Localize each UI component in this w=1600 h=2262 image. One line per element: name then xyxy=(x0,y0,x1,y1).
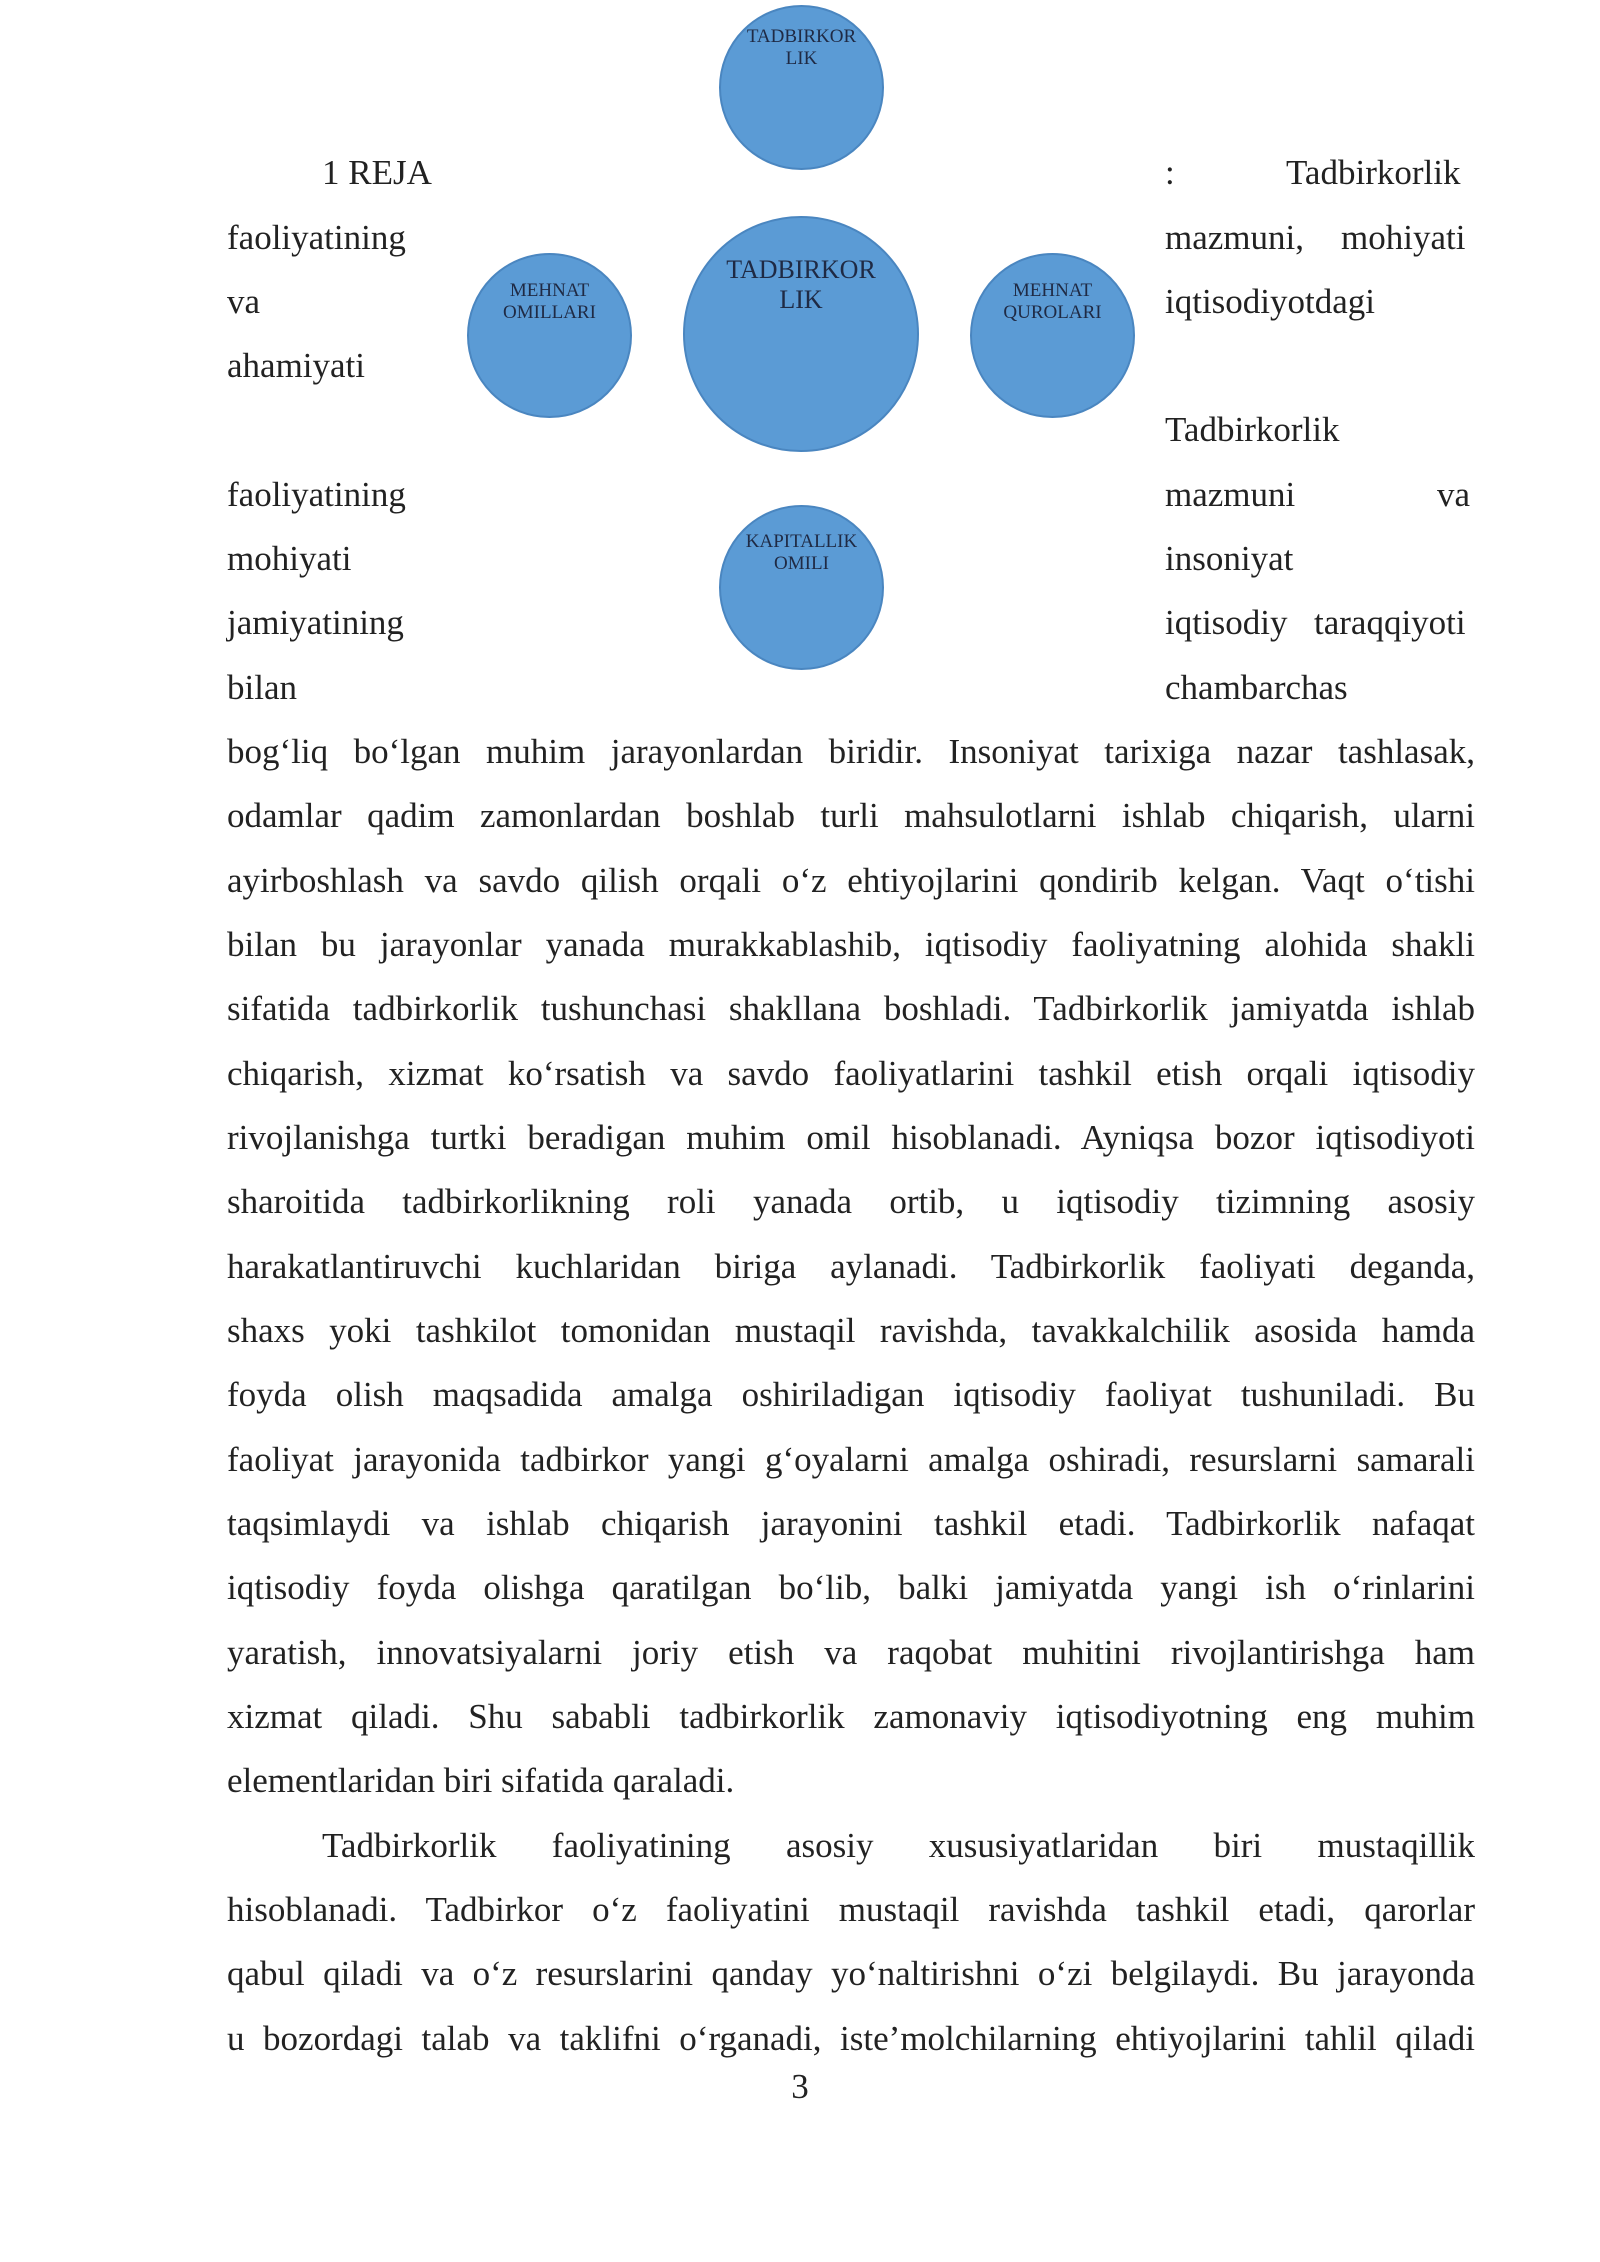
body-line: faoliyat jarayonida tadbirkor yangi g‘oyalarni amalga oshiradi, resurslarni samarali xyxy=(227,1440,1475,1479)
right-line: Tadbirkorlik xyxy=(1286,153,1461,192)
body-line: sifatida tadbirkorlik tushunchasi shakllana boshladi. Tadbirkorlik jamiyatda ishlab xyxy=(227,989,1475,1028)
body-line: bilan bu jarayonlar yanada murakkablashib, iqtisodiy faoliyatning alohida shakli xyxy=(227,925,1475,964)
circle-right xyxy=(970,253,1135,418)
circle-left-label: MEHNAT OMILLARI xyxy=(503,280,596,323)
body-line: shaxs yoki tashkilot tomonidan mustaqil ravishda, tavakkalchilik asosida hamda xyxy=(227,1311,1475,1350)
right-line: mohiyati xyxy=(1341,218,1466,257)
right-line: Tadbirkorlik xyxy=(1165,410,1340,449)
circle-bottom xyxy=(719,505,884,670)
circle-center-label: TADBIRKOR LIK xyxy=(726,255,876,314)
body-line: iqtisodiy foyda olishga qaratilgan bo‘lib, balki jamiyatda yangi ish o‘rinlarini xyxy=(227,1568,1475,1607)
circle-bottom-label: KAPITALLIK OMILI xyxy=(745,531,858,574)
body-line: xizmat qiladi. Shu sababli tadbirkorlik zamonaviy iqtisodiyotning eng muhim xyxy=(227,1697,1475,1736)
page-number: 3 xyxy=(791,2067,809,2106)
body-line: Tadbirkorlik faoliyatining asosiy xususiyatlaridan biri mustaqillik xyxy=(322,1826,1475,1865)
body-line: u bozordagi talab va taklifni o‘rganadi, iste’molchilarning ehtiyojlarini tahlil qiladi xyxy=(227,2019,1475,2058)
body-line: yaratish, innovatsiyalarni joriy etish va raqobat muhitini rivojlantirishga ham xyxy=(227,1633,1475,1672)
body-line: rivojlanishga turtki beradigan muhim omil hisoblanadi. Ayniqsa bozor iqtisodiyoti xyxy=(227,1118,1475,1157)
body-line: elementlaridan biri sifatida qaraladi. xyxy=(227,1761,735,1800)
body-line: foyda olish maqsadida amalga oshiriladigan iqtisodiy faoliyat tushuniladi. Bu xyxy=(227,1375,1475,1414)
left-line: mohiyati xyxy=(227,539,352,578)
body-line: odamlar qadim zamonlardan boshlab turli mahsulotlarni ishlab chiqarish, ularni xyxy=(227,796,1475,835)
body-line: sharoitida tadbirkorlikning roli yanada ortib, u iqtisodiy tizimning asosiy xyxy=(227,1182,1475,1221)
left-line: faoliyatining xyxy=(227,218,406,257)
body-line: hisoblanadi. Tadbirkor o‘z faoliyatini mustaqil ravishda tashkil etadi, qarorlar xyxy=(227,1890,1475,1929)
circle-top-label: TADBIRKOR LIK xyxy=(746,26,857,69)
left-line: ahamiyati xyxy=(227,346,366,385)
left-line: faoliyatining xyxy=(227,475,406,514)
right-line: iqtisodiyotdagi xyxy=(1165,282,1375,321)
body-line: qabul qiladi va o‘z resurslarini qanday yo‘naltirishni o‘zi belgilaydi. Bu jarayonda xyxy=(227,1954,1475,1993)
right-colon: : xyxy=(1165,153,1175,192)
left-line: va xyxy=(227,282,261,321)
right-line: iqtisodiy xyxy=(1165,603,1288,642)
body-line: bog‘liq bo‘lgan muhim jarayonlardan biridir. Insoniyat tarixiga nazar tashlasak, xyxy=(227,732,1475,771)
right-line: mazmuni xyxy=(1165,475,1296,514)
circle-right-label: MEHNAT QUROLARI xyxy=(1003,280,1102,323)
body-line: taqsimlaydi va ishlab chiqarish jarayonini tashkil etadi. Tadbirkorlik nafaqat xyxy=(227,1504,1475,1543)
left-line: jamiyatining xyxy=(227,603,404,642)
body-line: ayirboshlash va savdo qilish orqali o‘z ehtiyojlarini qondirib kelgan. Vaqt o‘tishi xyxy=(227,861,1475,900)
body-line: harakatlantiruvchi kuchlaridan biriga aylanadi. Tadbirkorlik faoliyati deganda, xyxy=(227,1247,1475,1286)
circle-center xyxy=(683,216,919,452)
right-line: insoniyat xyxy=(1165,539,1294,578)
right-line: taraqqiyoti xyxy=(1314,603,1466,642)
heading-reja: 1 REJA xyxy=(322,153,432,192)
right-line: mazmuni, xyxy=(1165,218,1304,257)
right-line: va xyxy=(1437,475,1471,514)
right-line: chambarchas xyxy=(1165,668,1348,707)
body-line: chiqarish, xizmat ko‘rsatish va savdo faoliyatlarini tashkil etish orqali iqtisodiy xyxy=(227,1054,1475,1093)
left-line: bilan xyxy=(227,668,297,707)
circle-left xyxy=(467,253,632,418)
